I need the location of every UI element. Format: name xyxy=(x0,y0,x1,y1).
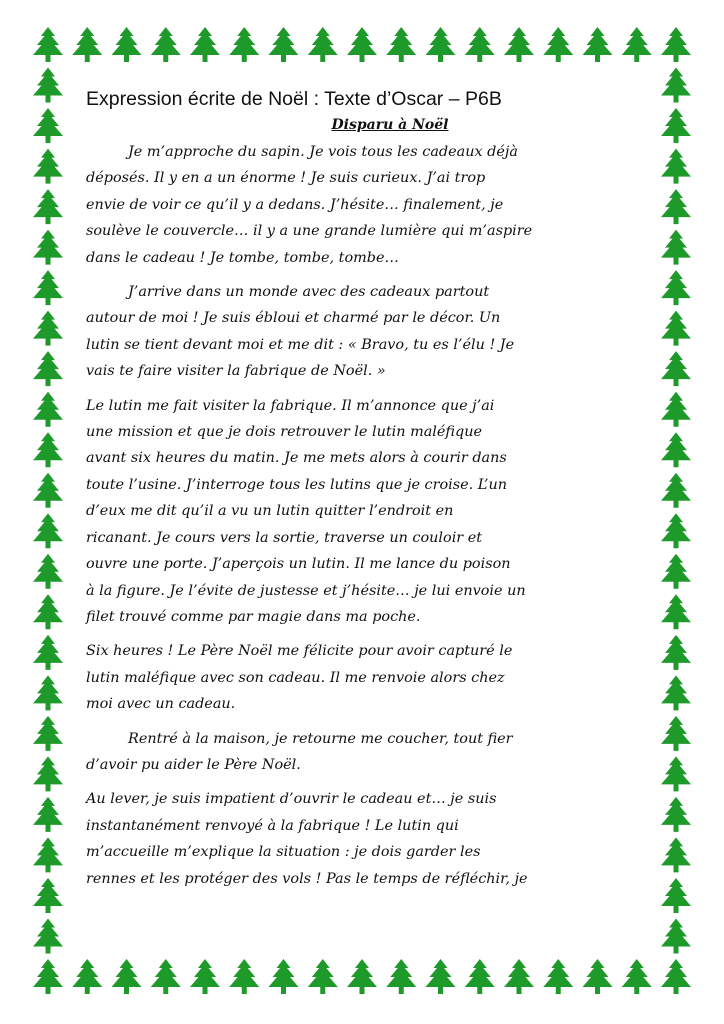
paragraph-1: Je m’approche du sapin. Je vois tous les cadeaux déjà déposés. Il y en a un énorme ! Je suis curieux. J’ai trop envie de voir ce qu’il y a dedans. J’hésite… finalement, je soulève le couvercle… il y a une grande lumière qui m’aspire dans le cadeau ! Je tombe, tombe, tombe… xyxy=(86,144,533,266)
christmas-tree-icon xyxy=(112,27,142,62)
christmas-tree-icon xyxy=(661,918,691,953)
christmas-tree-icon xyxy=(33,797,63,832)
christmas-tree-icon xyxy=(33,675,63,710)
christmas-tree-icon xyxy=(308,959,338,994)
christmas-tree-icon xyxy=(190,27,220,62)
christmas-tree-icon xyxy=(33,959,63,994)
christmas-tree-icon xyxy=(465,959,495,994)
christmas-tree-icon xyxy=(661,554,691,589)
christmas-tree-icon xyxy=(661,230,691,265)
christmas-tree-icon xyxy=(504,27,534,62)
christmas-tree-icon xyxy=(386,27,416,62)
christmas-tree-icon xyxy=(33,108,63,143)
christmas-tree-icon xyxy=(347,27,377,62)
christmas-tree-icon xyxy=(72,27,102,62)
christmas-tree-icon xyxy=(661,189,691,224)
paragraph-6: Au lever, je suis impatient d’ouvrir le cadeau et… je suis instantanément renvoyé à la fabrique ! Le lutin qui m’accueille m’explique la situation : je dois garder les rennes et les protéger des vols ! Pas le temps de réfléchir, je xyxy=(86,791,528,887)
christmas-tree-icon xyxy=(269,27,299,62)
christmas-tree-icon xyxy=(33,311,63,346)
text-content xyxy=(86,88,634,900)
christmas-tree-icon xyxy=(33,351,63,386)
christmas-tree-icon xyxy=(543,959,573,994)
christmas-tree-icon xyxy=(661,108,691,143)
christmas-tree-icon xyxy=(661,432,691,467)
christmas-tree-icon xyxy=(583,959,613,994)
story-title: Disparu à Noël xyxy=(331,117,449,133)
christmas-tree-icon xyxy=(661,716,691,751)
christmas-tree-icon xyxy=(33,149,63,184)
christmas-tree-icon xyxy=(661,594,691,629)
christmas-tree-icon xyxy=(72,959,102,994)
christmas-tree-icon xyxy=(269,959,299,994)
christmas-tree-icon xyxy=(661,311,691,346)
christmas-tree-icon xyxy=(33,189,63,224)
christmas-tree-icon xyxy=(33,554,63,589)
christmas-tree-icon xyxy=(661,878,691,913)
christmas-tree-icon xyxy=(229,27,259,62)
christmas-tree-icon xyxy=(661,837,691,872)
christmas-tree-icon xyxy=(33,392,63,427)
christmas-tree-icon xyxy=(33,635,63,670)
christmas-tree-icon xyxy=(583,27,613,62)
christmas-tree-icon xyxy=(347,959,377,994)
christmas-tree-icon xyxy=(308,27,338,62)
christmas-tree-icon xyxy=(661,756,691,791)
christmas-tree-icon xyxy=(622,27,652,62)
christmas-tree-icon xyxy=(661,351,691,386)
christmas-tree-icon xyxy=(661,473,691,508)
paragraph-3: Le lutin me fait visiter la fabrique. Il m’annonce que j’ai une mission et que je dois retrouver le lutin maléfique avant six heures du matin. Je me mets alors à courir dans toute l’usine. J’interroge tous les lutins que je croise. L’un d’eux me dit qu’il a vu un lutin quitter l’endroit en ricanant. Je cours vers la sortie, traverse un couloir et ouvre une porte. J’aperçois un lutin. Il me lance du poison à la figure. Je l’évite de justesse et j’hésite… je lui envoie un filet trouvé comme par magie dans ma poche. xyxy=(86,397,526,625)
christmas-tree-icon xyxy=(661,27,691,62)
christmas-tree-icon xyxy=(33,513,63,548)
christmas-tree-icon xyxy=(151,27,181,62)
christmas-tree-icon xyxy=(504,959,534,994)
christmas-tree-icon xyxy=(33,594,63,629)
christmas-tree-icon xyxy=(661,675,691,710)
christmas-tree-icon xyxy=(33,756,63,791)
paragraph-5: Rentré à la maison, je retourne me coucher, tout fier d’avoir pu aider le Père Noël. xyxy=(86,730,513,773)
christmas-tree-icon xyxy=(622,959,652,994)
christmas-tree-icon xyxy=(465,27,495,62)
christmas-tree-icon xyxy=(33,837,63,872)
christmas-tree-icon xyxy=(33,473,63,508)
christmas-tree-icon xyxy=(33,27,63,62)
christmas-tree-icon xyxy=(661,68,691,103)
christmas-tree-icon xyxy=(112,959,142,994)
christmas-tree-icon xyxy=(229,959,259,994)
paragraph-2: J’arrive dans un monde avec des cadeaux partout autour de moi ! Je suis ébloui et charmé par le décor. Un lutin se tient devant moi et me dit : « Bravo, tu es l’élu ! Je vais te faire visiter la fabrique de Noël. » xyxy=(86,284,515,380)
paragraph-4: Six heures ! Le Père Noël me félicite pour avoir capturé le lutin maléfique avec son cadeau. Il me renvoie alors chez moi avec un cadeau. xyxy=(86,643,513,713)
christmas-tree-icon xyxy=(426,27,456,62)
christmas-tree-icon xyxy=(33,918,63,953)
christmas-tree-icon xyxy=(33,716,63,751)
christmas-tree-icon xyxy=(33,230,63,265)
christmas-tree-icon xyxy=(661,270,691,305)
christmas-tree-icon xyxy=(33,878,63,913)
christmas-tree-icon xyxy=(386,959,416,994)
christmas-tree-icon xyxy=(661,392,691,427)
christmas-tree-icon xyxy=(661,797,691,832)
christmas-tree-icon xyxy=(33,270,63,305)
christmas-tree-icon xyxy=(543,27,573,62)
page-heading: Expression écrite de Noël : Texte d’Oscar – P6B xyxy=(86,88,502,110)
christmas-tree-icon xyxy=(190,959,220,994)
christmas-tree-icon xyxy=(661,635,691,670)
christmas-tree-icon xyxy=(33,432,63,467)
christmas-tree-icon xyxy=(33,68,63,103)
christmas-tree-icon xyxy=(661,149,691,184)
christmas-tree-icon xyxy=(661,959,691,994)
christmas-tree-icon xyxy=(426,959,456,994)
christmas-tree-icon xyxy=(661,513,691,548)
christmas-tree-icon xyxy=(151,959,181,994)
